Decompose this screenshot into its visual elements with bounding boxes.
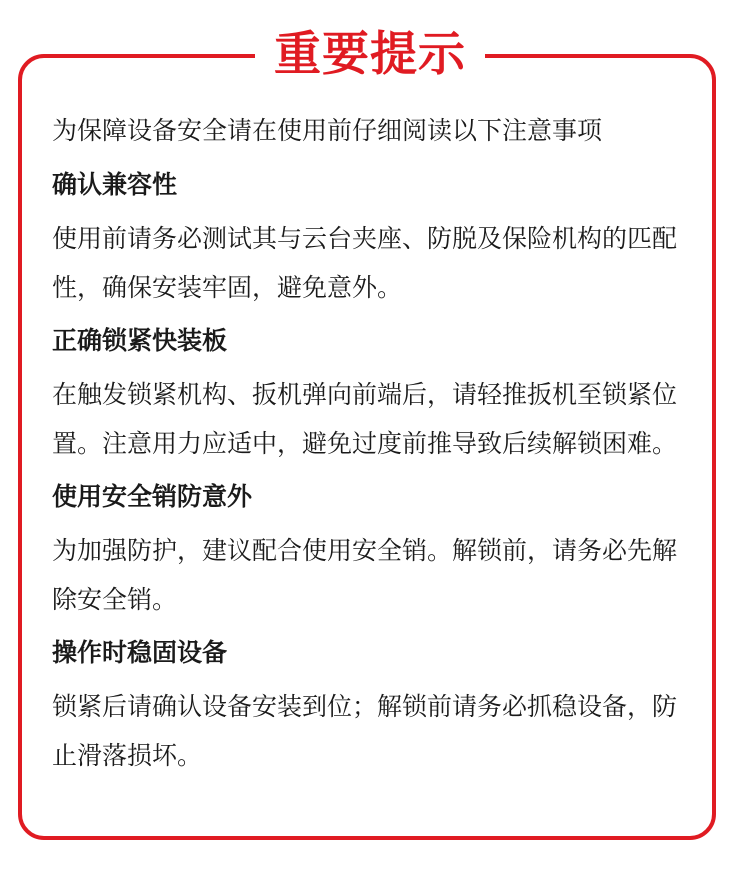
section-body: 为加强防护，建议配合使用安全销。解锁前，请务必先解除安全销。 — [52, 536, 678, 614]
section-safety-pin — [52, 474, 700, 624]
section-body: 在触发锁紧机构、扳机弹向前端后，请轻推扳机至锁紧位置。注意用力应适中，避免过度前推导致后续解锁困难。 — [52, 380, 678, 458]
notice-content — [52, 108, 700, 786]
notice-title: 重要提示 — [255, 22, 485, 88]
section-lock-plate — [52, 318, 700, 468]
section-secure-device — [52, 630, 700, 780]
section-compatibility — [52, 162, 700, 312]
section-heading: 确认兼容性 — [52, 170, 178, 199]
intro-text: 为保障设备安全请在使用前仔细阅读以下注意事项 — [52, 116, 603, 145]
section-heading: 操作时稳固设备 — [52, 638, 228, 667]
section-heading: 正确锁紧快装板 — [52, 326, 228, 355]
section-body: 锁紧后请确认设备安装到位；解锁前请务必抓稳设备，防止滑落损坏。 — [52, 692, 678, 770]
section-body: 使用前请务必测试其与云台夹座、防脱及保险机构的匹配性，确保安装牢固，避免意外。 — [52, 224, 678, 302]
section-heading: 使用安全销防意外 — [52, 482, 253, 511]
